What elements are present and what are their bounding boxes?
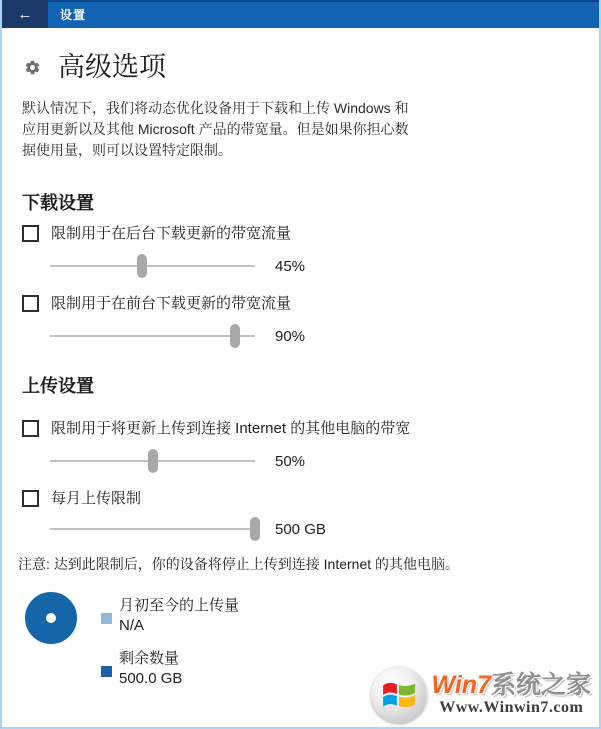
checkbox-foreground-download[interactable] (22, 295, 39, 312)
watermark-text (431, 672, 591, 718)
checkbox-row-upload-bandwidth[interactable] (22, 418, 579, 439)
slider-thumb[interactable] (230, 324, 240, 348)
windows-logo-icon (371, 667, 427, 723)
gear-icon (24, 59, 41, 76)
back-arrow-icon: ← (17, 5, 33, 23)
slider-value: 45% (275, 257, 306, 275)
slider-value: 90% (275, 327, 306, 345)
checkbox-label: 限制用于在前台下载更新的带宽流量 (51, 295, 292, 312)
legend-label: 月初至今的上传量 (119, 597, 240, 614)
slider-value: 500 GB (275, 520, 326, 538)
legend-text (119, 596, 239, 636)
watermark-url: Www.Winwin7.com (439, 699, 584, 716)
page-description: 默认情况下，我们将动态优化设备用于下载和上传 Windows 和应用更新以及其他 Microsoft 产品的带宽量。但是如果你担心数据使用量，则可以设置特定限制。 (22, 100, 409, 158)
checkbox-upload-bandwidth[interactable] (22, 420, 39, 437)
slider-row (50, 449, 579, 473)
page-title: 高级选项 (58, 52, 166, 82)
checkbox-row-foreground-download[interactable] (22, 293, 579, 314)
page-header (22, 50, 579, 84)
titlebar (2, 0, 599, 28)
legend-item-remaining (101, 649, 239, 689)
watermark-brand-rest: 系统之家 (490, 671, 591, 699)
limit-note: 注意: 达到此限制后，你的设备将停止上传到连接 Internet 的其他电脑。 (18, 556, 460, 572)
slider-row (50, 517, 579, 541)
checkbox-row-background-download[interactable] (22, 223, 579, 244)
legend-value: 500.0 GB (119, 670, 183, 687)
page-content (2, 50, 599, 689)
checkbox-background-download[interactable] (22, 225, 39, 242)
donut-chart (25, 592, 77, 644)
watermark-brand-accent: Win7 (431, 671, 491, 699)
slider-track[interactable] (50, 528, 255, 530)
checkbox-label: 每月上传限制 (51, 490, 142, 507)
slider-row (50, 254, 579, 278)
app-title: 设置 (60, 7, 87, 22)
slider-value: 50% (275, 452, 306, 470)
slider-row (50, 324, 579, 348)
upload-section-heading: 上传设置 (22, 376, 94, 396)
slider-monthly-upload-limit[interactable] (50, 517, 255, 541)
slider-upload-bandwidth[interactable] (50, 449, 255, 473)
checkbox-monthly-upload-limit[interactable] (22, 490, 39, 507)
legend-text (119, 649, 182, 689)
legend-value: N/A (119, 617, 145, 634)
legend-item-uploaded (101, 596, 239, 636)
chart-legend (101, 592, 239, 689)
watermark-brand (431, 672, 591, 698)
legend-marker-uploaded (101, 613, 112, 624)
checkbox-label: 限制用于将更新上传到连接 Internet 的其他电脑的带宽 (51, 420, 411, 437)
slider-track[interactable] (50, 265, 255, 267)
slider-thumb[interactable] (250, 517, 260, 541)
download-section-heading: 下载设置 (22, 193, 94, 213)
slider-foreground-download[interactable] (50, 324, 255, 348)
slider-track[interactable] (50, 335, 255, 337)
watermark (367, 665, 595, 725)
legend-label: 剩余数量 (119, 650, 180, 667)
back-button[interactable] (2, 0, 48, 28)
checkbox-label: 限制用于在后台下载更新的带宽流量 (51, 225, 292, 242)
checkbox-row-monthly-upload-limit[interactable] (22, 488, 579, 509)
slider-thumb[interactable] (137, 254, 147, 278)
slider-thumb[interactable] (148, 449, 158, 473)
slider-background-download[interactable] (50, 254, 255, 278)
legend-marker-remaining (101, 666, 112, 677)
